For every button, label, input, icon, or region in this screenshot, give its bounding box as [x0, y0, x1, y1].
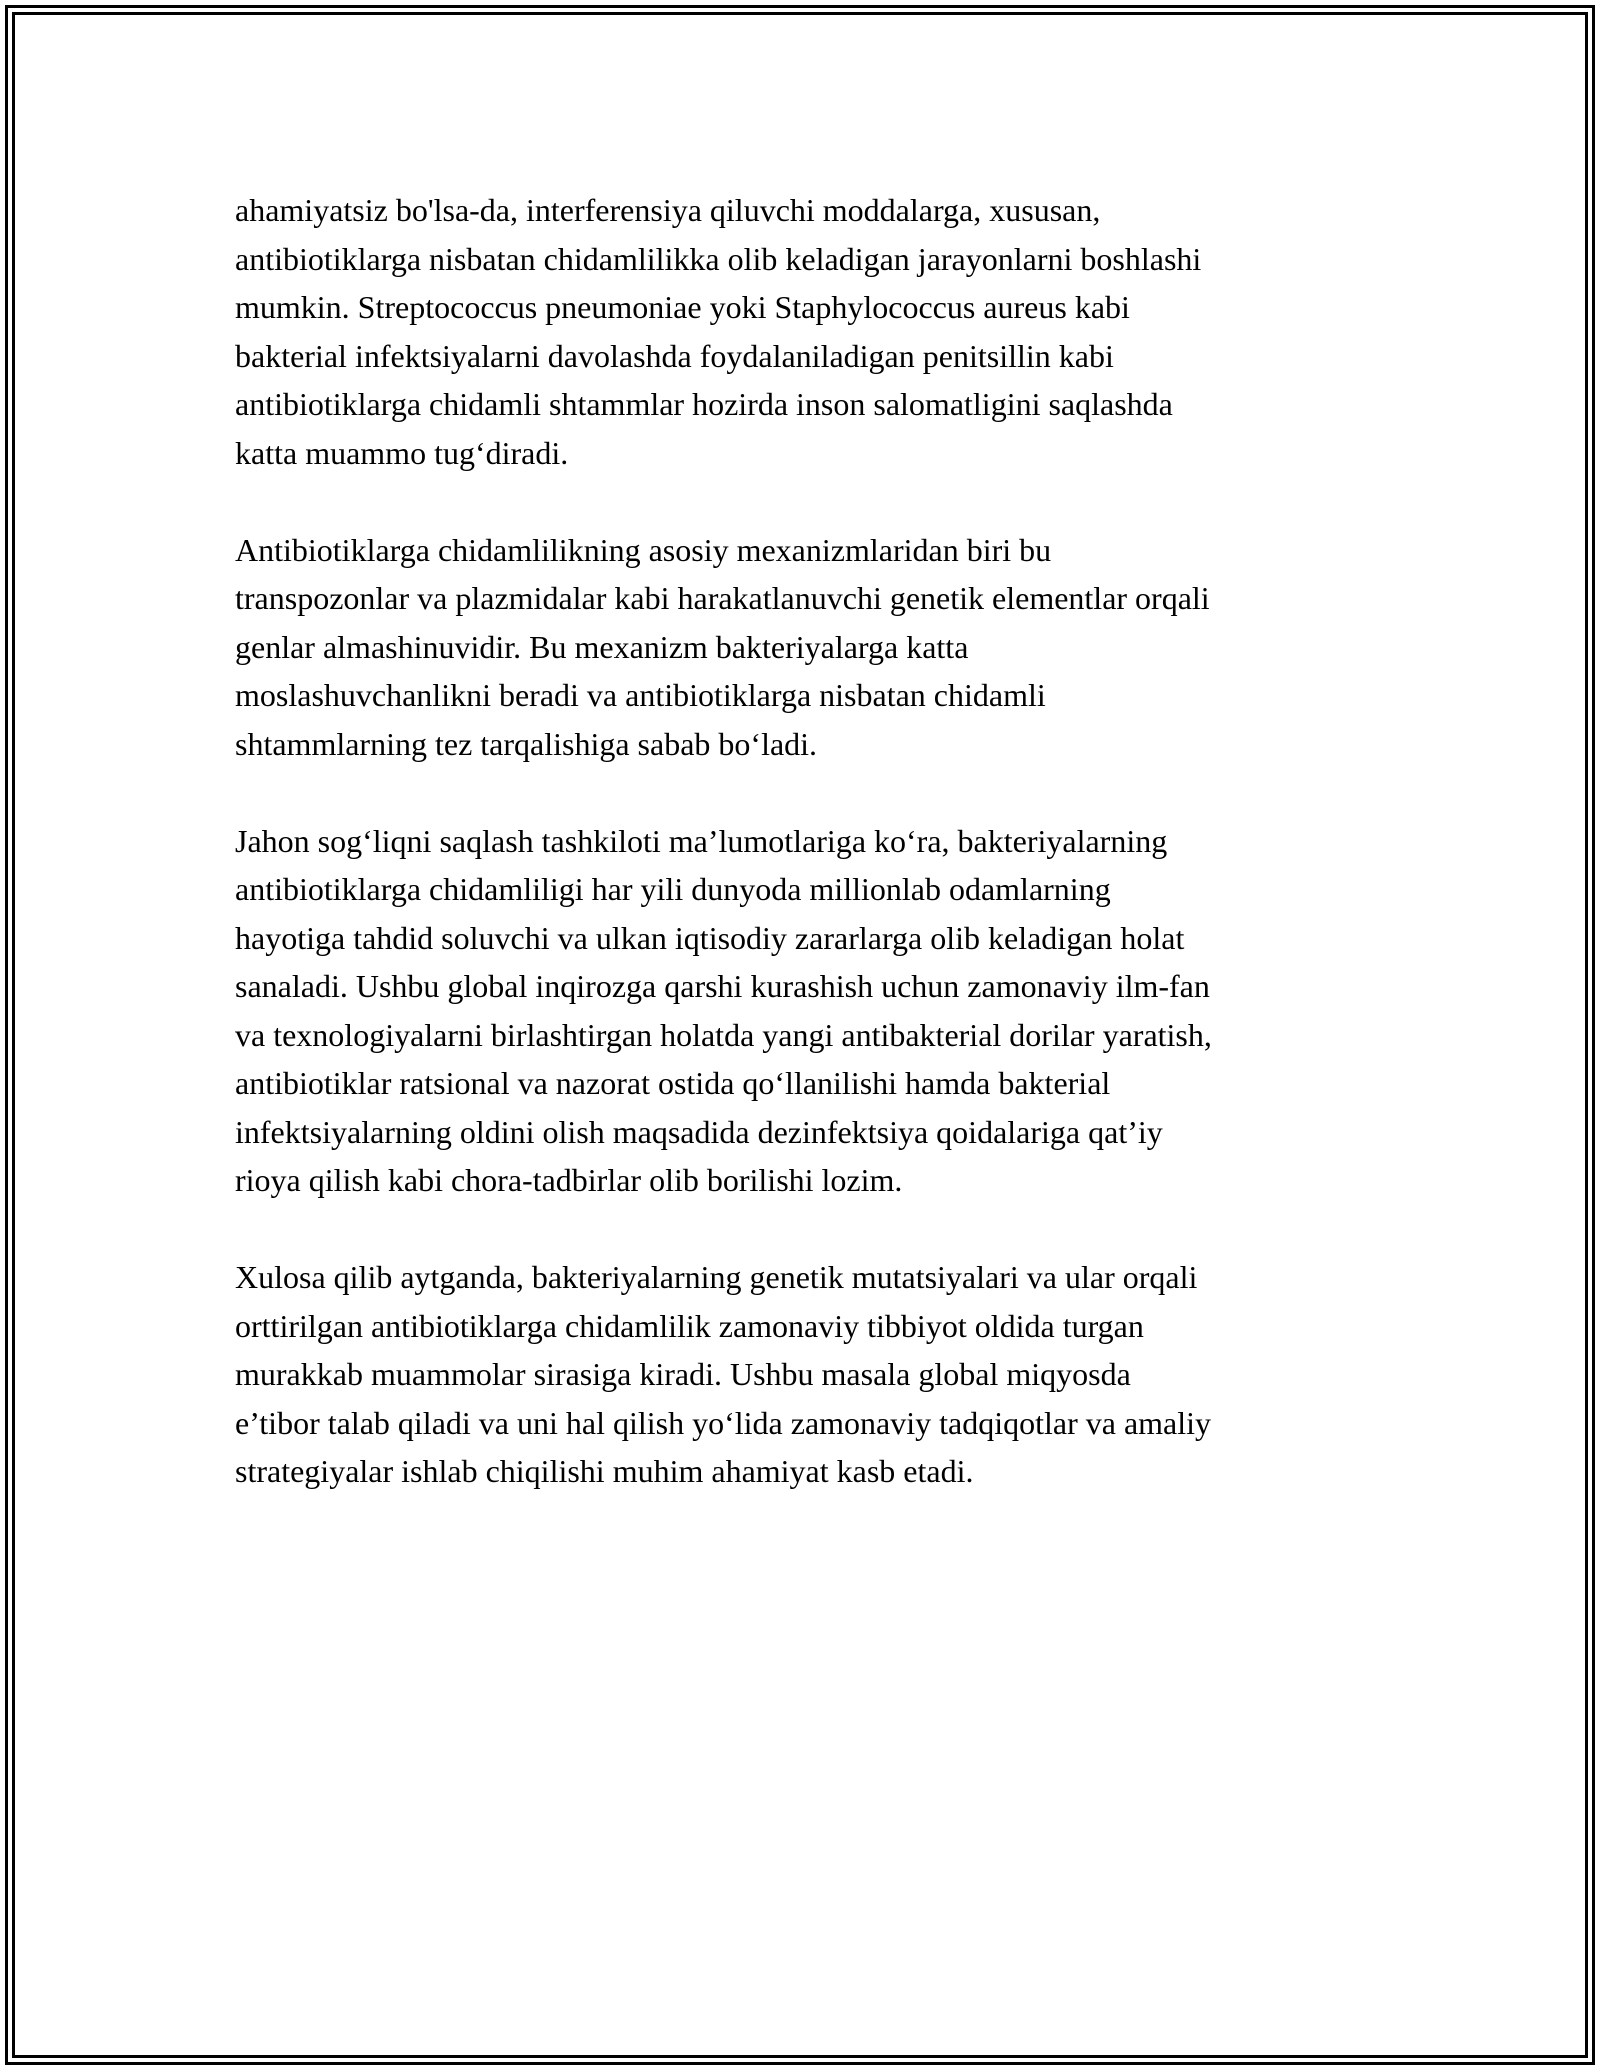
- text-line: orttirilgan antibiotiklarga chidamlilik zamonaviy tibbiyot oldida turgan: [235, 1307, 1144, 1344]
- paragraph-2: [235, 526, 1365, 769]
- paragraph-3: [235, 817, 1365, 1205]
- text-line: va texnologiyalarni birlashtirgan holatda yangi antibakterial dorilar yaratish,: [235, 1016, 1212, 1053]
- text-line: ahamiyatsiz bo'lsa-da, interferensiya qiluvchi moddalarga, xususan,: [235, 192, 1101, 228]
- text-line: shtammlarning tez tarqalishiga sabab bo‘ladi.: [235, 725, 818, 762]
- text-line: Jahon sog‘liqni saqlash tashkiloti ma’lumotlariga ko‘ra, bakteriyalarning: [235, 822, 1168, 859]
- text-line: e’tibor talab qiladi va uni hal qilish yo‘lida zamonaviy tadqiqotlar va amaliy: [235, 1404, 1212, 1441]
- text-line: genlar almashinuvidir. Bu mexanizm bakteriyalarga katta: [235, 628, 969, 665]
- document-body: [235, 186, 1365, 1544]
- text-line: antibiotiklarga chidamli shtammlar hozirda inson salomatligini saqlashda: [235, 386, 1173, 422]
- text-line: moslashuvchanlikni beradi va antibiotiklarga nisbatan chidamli: [235, 677, 1046, 713]
- text-line: antibiotiklarga nisbatan chidamlilikka olib keladigan jarayonlarni boshlashi: [235, 240, 1202, 277]
- text-line: mumkin. Streptococcus pneumoniae yoki Staphylococcus aureus kabi: [235, 289, 1130, 325]
- paragraph-1: [235, 186, 1365, 477]
- text-line: Antibiotiklarga chidamlilikning asosiy mexanizmlaridan biri bu: [235, 531, 1052, 568]
- text-line: rioya qilish kabi chora-tadbirlar olib borilishi lozim.: [235, 1162, 903, 1198]
- text-line: strategiyalar ishlab chiqilishi muhim ahamiyat kasb etadi.: [235, 1453, 974, 1489]
- text-line: katta muammo tug‘diradi.: [235, 434, 569, 471]
- text-line: hayotiga tahdid soluvchi va ulkan iqtisodiy zararlarga olib keladigan holat: [235, 919, 1185, 956]
- text-line: antibiotiklarga chidamliligi har yili dunyoda millionlab odamlarning: [235, 871, 1111, 907]
- text-line: murakkab muammolar sirasiga kiradi. Ushbu masala global miqyosda: [235, 1356, 1131, 1392]
- text-line: bakterial infektsiyalarni davolashda foydalaniladigan penitsillin kabi: [235, 337, 1114, 374]
- text-line: transpozonlar va plazmidalar kabi harakatlanuvchi genetik elementlar orqali: [235, 580, 1210, 616]
- text-line: infektsiyalarning oldini olish maqsadida dezinfektsiya qoidalariga qat’iy: [235, 1113, 1163, 1150]
- text-line: Xulosa qilib aytganda, bakteriyalarning genetik mutatsiyalari va ular orqali: [235, 1259, 1198, 1295]
- paragraph-4: [235, 1253, 1365, 1496]
- text-line: antibiotiklar ratsional va nazorat ostida qo‘llanilishi hamda bakterial: [235, 1065, 1111, 1101]
- text-line: sanaladi. Ushbu global inqirozga qarshi kurashish uchun zamonaviy ilm-fan: [235, 968, 1210, 1004]
